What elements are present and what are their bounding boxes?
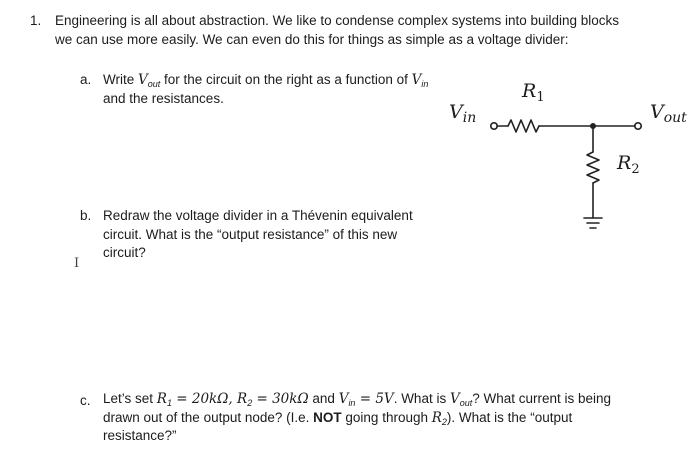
- part-b-marker: b.: [80, 208, 92, 223]
- part-a-marker: a.: [80, 72, 92, 87]
- part-b-line2: circuit. What is the “output resistance” of this new: [103, 227, 398, 242]
- part-a-line2: and the resistances.: [103, 91, 224, 106]
- part-b-line3: circuit?: [103, 245, 146, 260]
- problem-number: 1.: [30, 13, 42, 28]
- part-c-line1: Let’s set $R_1 = 20k\Omega$, $R_2 = 30k\Omega$ and $V_{in} = 5V$. What is $V_{out}$? What current is being: [103, 391, 612, 408]
- vin-label: $V_{in}$: [449, 101, 477, 126]
- part-c-line2: drawn out of the output node? (I.e. NOT going through $R_2$). What is the “output: [103, 410, 573, 427]
- text-cursor-icon: I: [74, 256, 80, 271]
- problem-intro-line1: Engineering is all about abstraction. We like to condense complex systems into building blocks: [55, 13, 620, 28]
- problem-intro-line2: we can use more easily. We can even do this for things as simple as a voltage divider:: [55, 32, 569, 47]
- part-c-marker: c.: [80, 393, 91, 408]
- part-c-line3: resistance?”: [103, 428, 177, 443]
- r1-resistor: [508, 120, 539, 132]
- vout-label: $V_{out}$: [650, 101, 687, 126]
- r2-resistor: [587, 152, 599, 183]
- part-a-line1: Write $V_{out}$ for the circuit on the right as a function of $V_{in}$: [103, 72, 429, 89]
- r2-label: $R_2$: [617, 152, 640, 177]
- r1-label: $R_1$: [522, 80, 545, 105]
- part-b-line1: Redraw the voltage divider in a Thévenin equivalent: [103, 208, 413, 223]
